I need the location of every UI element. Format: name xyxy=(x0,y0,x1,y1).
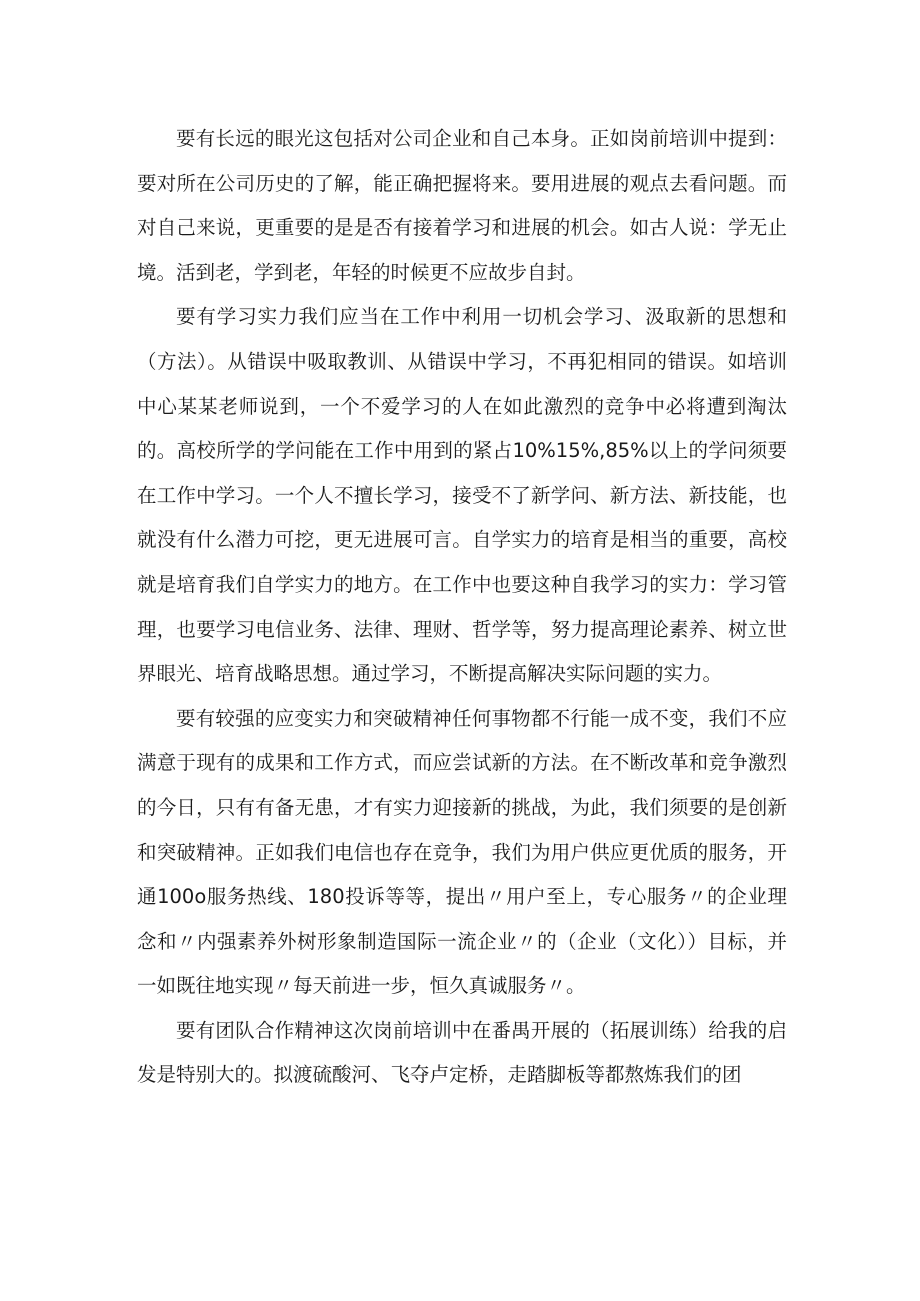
paragraph-adaptability-innovation: 要有较强的应变实力和突破精神任何事物都不行能一成不变，我们不应满意于现有的成果和工作方式，而应尝试新的方法。在不断改革和竞争激烈的今日，只有有备无患，才有实力迎接新的挑战，为此，我们须要的是创新和突破精神。正如我们电信也存在竞争，我们为用户供应更优质的服务，开通100o服务热线、180投诉等等，提出〃用户至上，专心服务〃的企业理念和〃内强素养外树形象制造国际一流企业〃的（企业（文化））目标，并一如既往地实现〃每天前进一步，恒久真诚服务〃。 xyxy=(137,706,787,998)
paragraph-teamwork: 要有团队合作精神这次岗前培训中在番禺开展的（拓展训练）给我的启发是特别大的。拟渡硫酸河、飞夺卢定桥，走踏脚板等都熬炼我们的团 xyxy=(137,1018,787,1087)
paragraph-learning-ability: 要有学习实力我们应当在工作中利用一切机会学习、汲取新的思想和（方法）。从错误中吸取教训、从错误中学习，不再犯相同的错误。如培训中心某某老师说到，一个不爱学习的人在如此激烈的竞争中必将遭到淘汰的。高校所学的学问能在工作中用到的紧占10%15%,85%以上的学问须要在工作中学习。一个人不擅长学习，接受不了新学问、新方法、新技能，也就没有什么潜力可挖，更无进展可言。自学实力的培育是相当的重要，高校就是培育我们自学实力的地方。在工作中也要这种自我学习的实力：学习管理，也要学习电信业务、法律、理财、哲学等，努力提高理论素养、树立世界眼光、培育战略思想。通过学习，不断提高解决实际问题的实力。 xyxy=(137,305,787,686)
document-body xyxy=(137,117,787,1098)
paragraph-long-term-vision: 要有长远的眼光这包括对公司企业和自己本身。正如岗前培训中提到：要对所在公司历史的了解，能正确把握将来。要用进展的观点去看问题。而对自己来说，更重要的是是否有接着学习和进展的机会。如古人说：学无止境。活到老，学到老，年轻的时候更不应故步自封。 xyxy=(137,127,787,284)
